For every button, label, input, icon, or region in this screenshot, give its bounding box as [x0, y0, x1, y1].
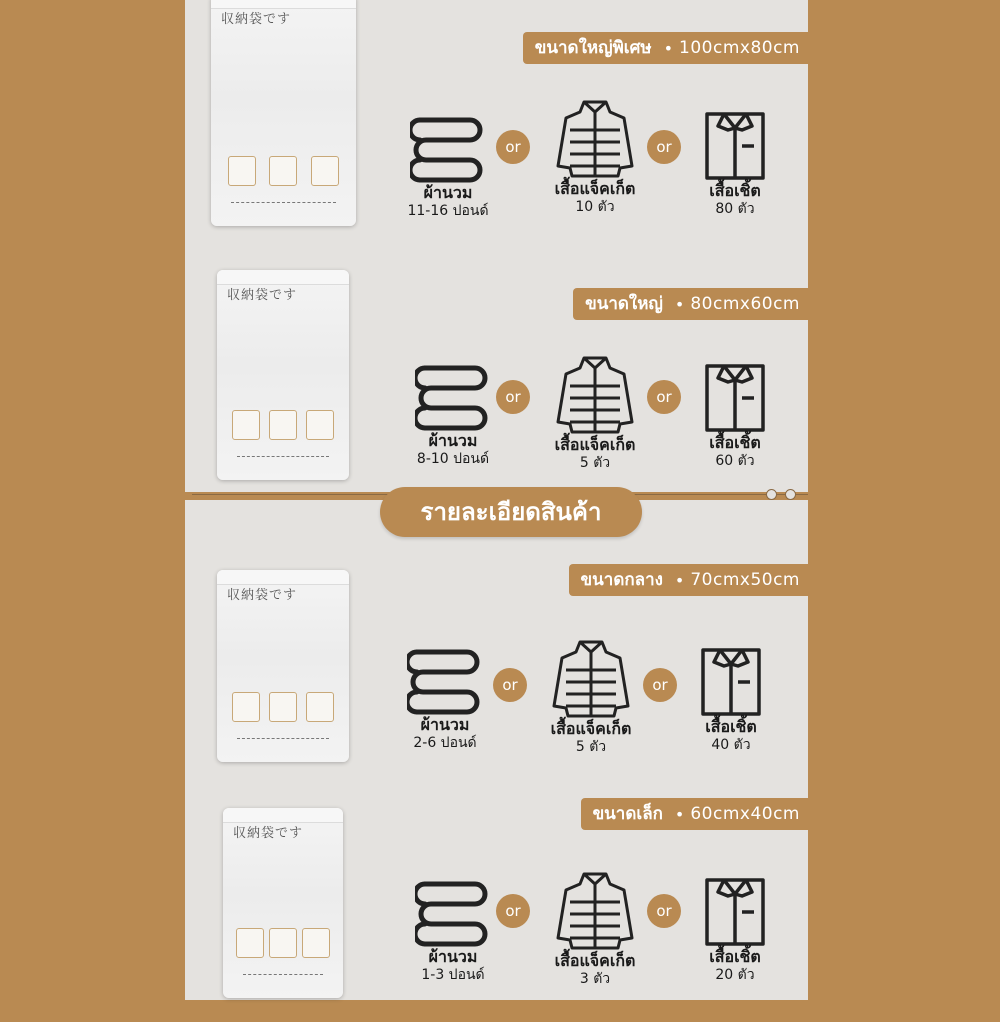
item-quantity: 1-3 ปอนด์ — [421, 967, 485, 983]
item-quantity: 5 ตัว — [575, 739, 607, 755]
vacuum-bag-image — [211, 0, 356, 226]
size-dimensions: 70cmx50cm — [690, 570, 800, 590]
size-banner — [581, 798, 808, 830]
item-shirt — [685, 358, 785, 470]
item-label: เสื้อแจ็คเก็ต — [550, 719, 632, 738]
shirt-icon — [702, 358, 768, 434]
or-badge: or — [647, 894, 681, 928]
bullet-icon: • — [674, 804, 685, 824]
size-dimensions: 100cmx80cm — [679, 38, 800, 58]
bag-print-icon — [306, 692, 334, 722]
circle-icon — [785, 489, 796, 500]
decorative-dots — [766, 489, 796, 500]
shirt-icon — [702, 106, 768, 182]
size-tail — [671, 798, 808, 830]
bullet-icon: • — [663, 38, 674, 58]
blanket-icon — [415, 360, 491, 432]
size-section-large — [185, 246, 808, 492]
bag-print-icon — [269, 410, 297, 440]
size-section-small — [185, 776, 808, 1022]
item-quantity: 40 ตัว — [711, 737, 751, 753]
item-quantity: 5 ตัว — [579, 455, 611, 471]
item-label: เสื้อเชิ้ต — [709, 181, 761, 200]
item-label: ผ้านวม — [420, 715, 470, 734]
jacket-icon — [550, 636, 632, 720]
item-blanket — [385, 644, 505, 752]
bag-print-icon — [232, 692, 260, 722]
vacuum-bag-image — [217, 570, 349, 762]
size-name: ขนาดเล็ก — [581, 798, 671, 830]
or-badge: or — [493, 668, 527, 702]
bag-print-icon — [269, 156, 297, 186]
bag-print-icons — [221, 156, 346, 186]
bag-print-icons — [227, 692, 339, 722]
item-shirt — [685, 106, 785, 218]
item-blanket — [393, 360, 513, 468]
circle-icon — [766, 489, 777, 500]
item-jacket — [535, 868, 655, 988]
bag-valve-line — [231, 202, 336, 206]
or-badge: or — [643, 668, 677, 702]
size-banner — [573, 288, 808, 320]
size-tail — [671, 288, 808, 320]
size-name: ขนาดใหญ่ — [573, 288, 671, 320]
item-label: เสื้อแจ็คเก็ต — [554, 435, 636, 454]
bag-print-icons — [227, 410, 339, 440]
blanket-icon — [410, 112, 486, 184]
size-tail — [671, 564, 808, 596]
shirt-icon — [698, 642, 764, 718]
item-quantity: 80 ตัว — [715, 201, 755, 217]
size-tail — [660, 32, 808, 64]
vacuum-bag-image — [217, 270, 349, 480]
size-section-medium — [185, 544, 808, 790]
bag-print-icon — [236, 928, 264, 958]
size-dimensions: 60cmx40cm — [690, 804, 800, 824]
size-banner — [569, 564, 808, 596]
item-quantity: 11-16 ปอนด์ — [407, 203, 489, 219]
item-label: เสื้อเชิ้ต — [709, 433, 761, 452]
jacket-icon — [554, 352, 636, 436]
item-shirt — [685, 872, 785, 984]
bag-print-icon — [306, 410, 334, 440]
bag-valve-line — [237, 738, 329, 742]
product-details-title: รายละเอียดสินค้า — [380, 487, 642, 537]
bag-print-icon — [269, 692, 297, 722]
bag-print-title: 収納袋です — [221, 12, 292, 27]
or-badge: or — [496, 130, 530, 164]
or-badge: or — [647, 130, 681, 164]
size-name: ขนาดใหญ่พิเศษ — [523, 32, 660, 64]
blanket-icon — [407, 644, 483, 716]
item-quantity: 10 ตัว — [575, 199, 615, 215]
size-banner — [523, 32, 808, 64]
item-label: ผ้านวม — [428, 947, 478, 966]
bag-print-title: 収納袋です — [227, 588, 298, 603]
bag-seal — [217, 570, 349, 585]
item-quantity: 20 ตัว — [715, 967, 755, 983]
or-badge: or — [496, 380, 530, 414]
or-badge: or — [496, 894, 530, 928]
item-blanket — [393, 876, 513, 984]
bag-print-icon — [269, 928, 297, 958]
bag-valve-line — [243, 974, 323, 978]
bag-print-title: 収納袋です — [227, 288, 298, 303]
item-quantity: 2-6 ปอนด์ — [413, 735, 477, 751]
size-dimensions: 80cmx60cm — [690, 294, 800, 314]
item-label: ผ้านวม — [428, 431, 478, 450]
item-label: เสื้อเชิ้ต — [709, 947, 761, 966]
jacket-icon — [554, 96, 636, 180]
item-shirt — [681, 642, 781, 754]
bag-print-icon — [232, 410, 260, 440]
bag-seal — [223, 808, 343, 823]
item-blanket — [393, 112, 503, 220]
size-section-extra-large — [185, 0, 808, 246]
or-badge: or — [647, 380, 681, 414]
bullet-icon: • — [674, 294, 685, 314]
blanket-icon — [415, 876, 491, 948]
item-jacket — [535, 352, 655, 472]
bag-valve-line — [237, 456, 329, 460]
bag-print-icon — [311, 156, 339, 186]
bag-seal — [217, 270, 349, 285]
item-label: ผ้านวม — [423, 183, 473, 202]
bullet-icon: • — [674, 570, 685, 590]
shirt-icon — [702, 872, 768, 948]
jacket-icon — [554, 868, 636, 952]
item-label: เสื้อแจ็คเก็ต — [554, 951, 636, 970]
item-quantity: 8-10 ปอนด์ — [416, 451, 490, 467]
vacuum-bag-image — [223, 808, 343, 998]
bag-print-icon — [228, 156, 256, 186]
item-quantity: 3 ตัว — [579, 971, 611, 987]
bag-print-title: 収納袋です — [233, 826, 304, 841]
item-quantity: 60 ตัว — [715, 453, 755, 469]
item-jacket — [535, 96, 655, 216]
item-label: เสื้อเชิ้ต — [705, 717, 757, 736]
size-name: ขนาดกลาง — [569, 564, 671, 596]
bag-print-icons — [233, 928, 333, 958]
bag-print-icon — [302, 928, 330, 958]
item-label: เสื้อแจ็คเก็ต — [554, 179, 636, 198]
item-jacket — [531, 636, 651, 756]
